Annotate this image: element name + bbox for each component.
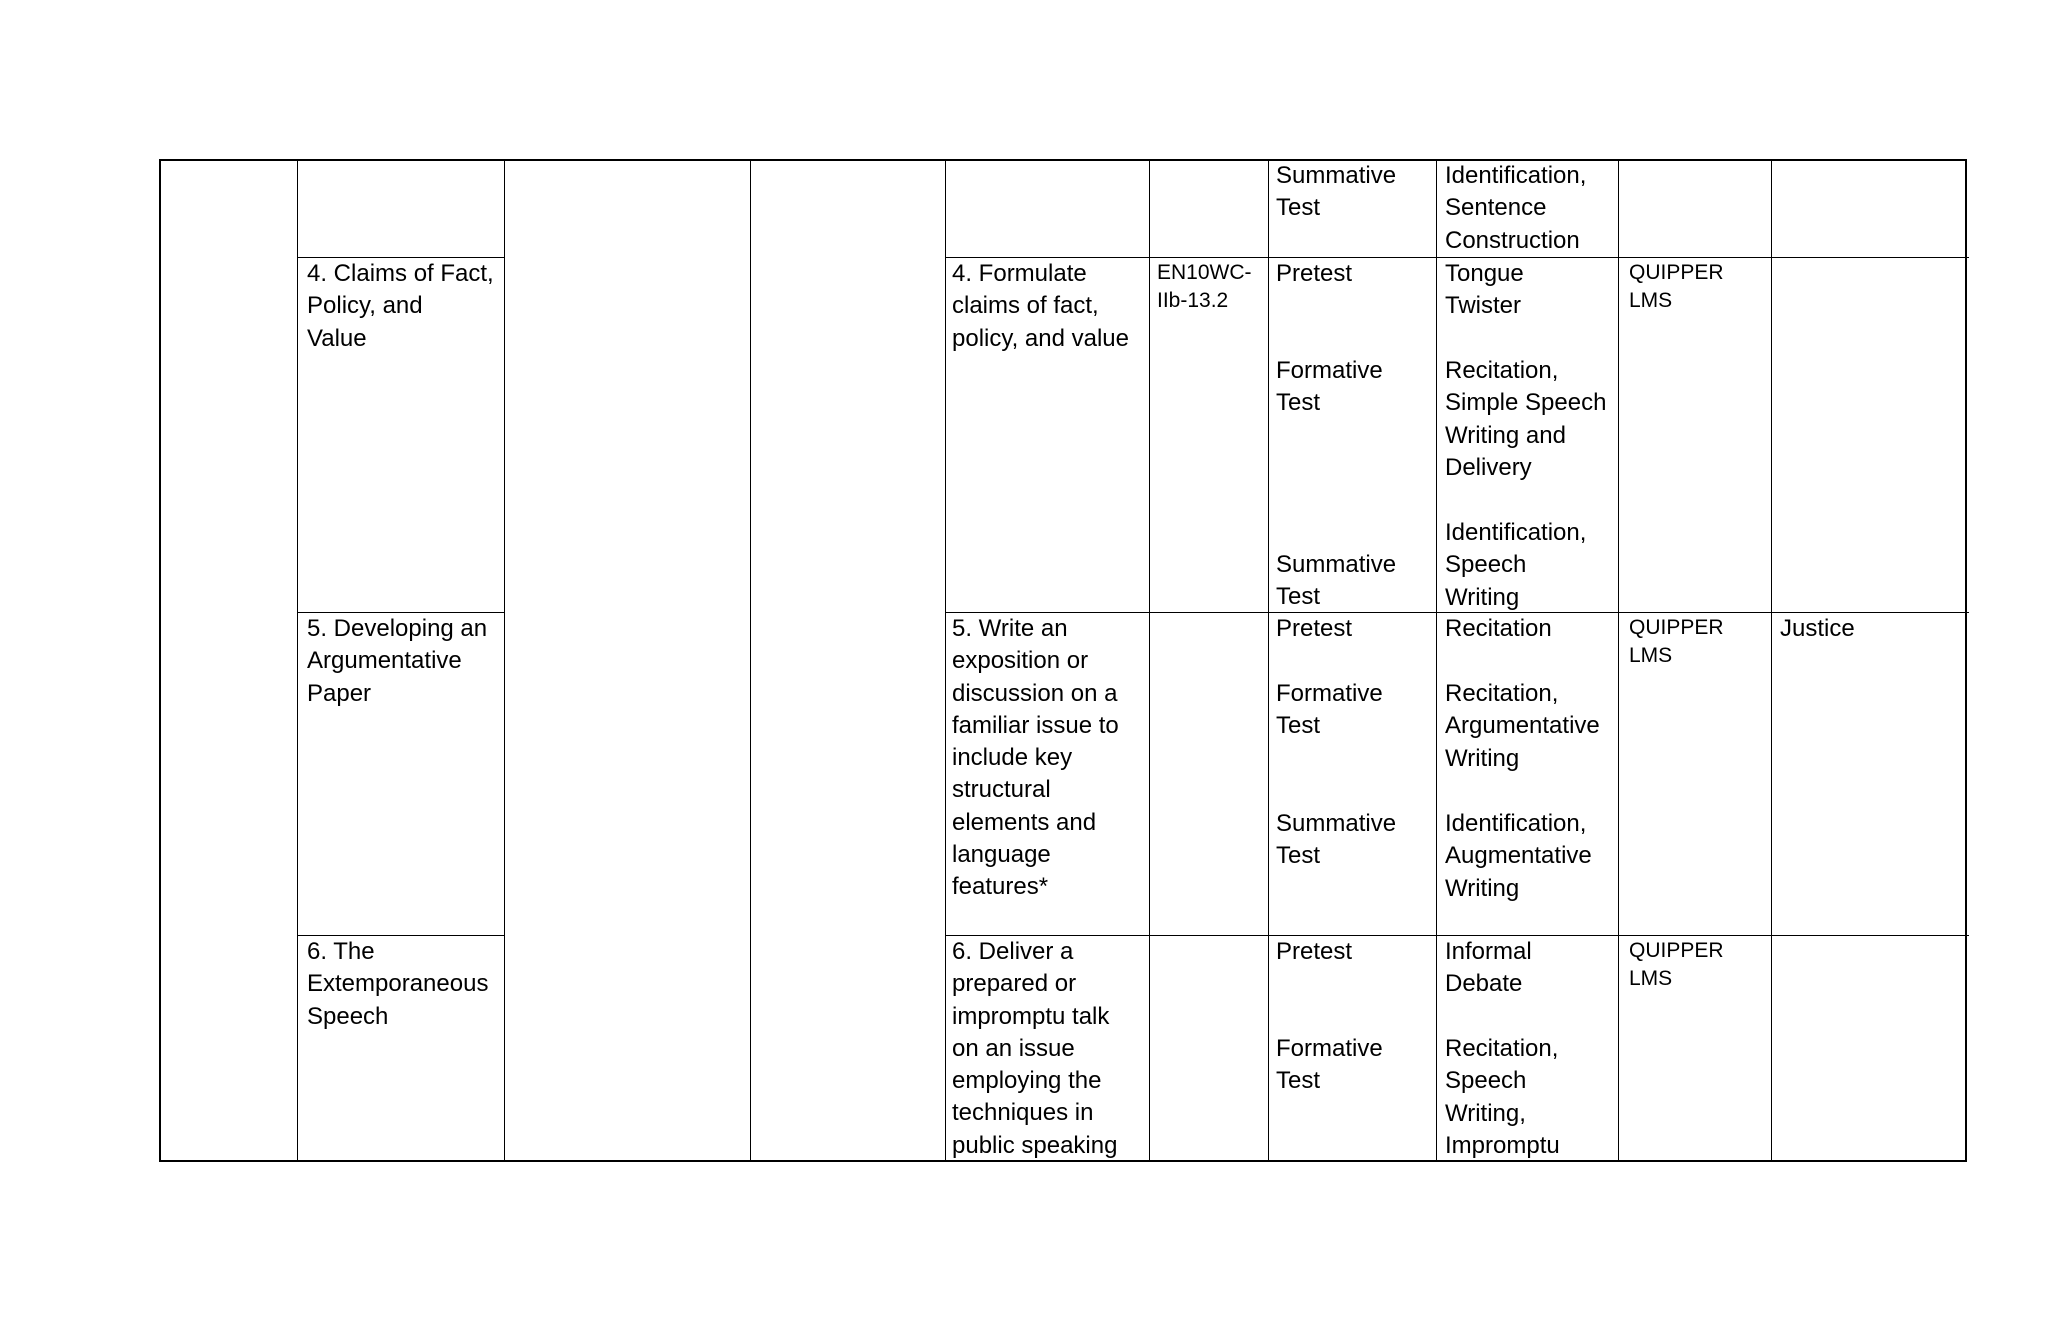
- topic-cell: 6. The Extemporaneous Speech: [307, 938, 489, 1030]
- column-divider: [504, 161, 505, 1160]
- assessment-summative: Summative Test: [1276, 551, 1397, 611]
- activity-formative: Recitation, Simple Speech Writing and Delivery: [1445, 357, 1607, 481]
- assessment-pretest: Pretest: [1276, 615, 1353, 642]
- competency-cell: 5. Write an exposition or discussion on a familiar issue to include key structural elements and language features*: [952, 615, 1119, 901]
- activity-summative: Identification, Augmentative Writing: [1445, 810, 1592, 902]
- code-cell: EN10WC- IIb-13.2: [1157, 261, 1252, 312]
- assessment-formative: Formative Test: [1276, 357, 1383, 417]
- column-divider: [1436, 161, 1437, 1160]
- assessment-summative: Summative Test: [1276, 810, 1397, 870]
- topic-cell: 4. Claims of Fact, Policy, and Value: [307, 260, 494, 352]
- competency-cell: 4. Formulate claims of fact, policy, and value: [952, 260, 1129, 352]
- column-divider: [1618, 161, 1619, 1160]
- topic-cell: 5. Developing an Argumentative Paper: [307, 615, 488, 707]
- column-divider: [945, 161, 946, 1160]
- activity-pretest: Recitation: [1445, 615, 1552, 642]
- resource-cell: QUIPPER LMS: [1629, 939, 1724, 990]
- activity-pretest: Tongue Twister: [1445, 260, 1524, 320]
- activity-pretest: Informal Debate: [1445, 938, 1532, 998]
- value-cell: Justice: [1780, 615, 1855, 642]
- column-divider: [297, 161, 298, 1160]
- assessment-pretest: Pretest: [1276, 938, 1353, 965]
- resource-cell: QUIPPER LMS: [1629, 261, 1724, 312]
- column-divider: [1268, 161, 1269, 1160]
- column-divider: [1771, 161, 1772, 1160]
- activity-formative: Recitation, Argumentative Writing: [1445, 680, 1600, 772]
- activity-cell: Identification, Sentence Construction: [1445, 162, 1587, 254]
- activity-summative: Identification, Speech Writing: [1445, 519, 1587, 611]
- resource-cell: QUIPPER LMS: [1629, 616, 1724, 667]
- column-divider: [1149, 161, 1150, 1160]
- competency-cell: 6. Deliver a prepared or impromptu talk on an issue employing the techniques in public speaking: [952, 938, 1118, 1159]
- assessment-pretest: Pretest: [1276, 260, 1353, 287]
- assessment-formative: Formative Test: [1276, 680, 1383, 740]
- column-divider: [750, 161, 751, 1160]
- assessment-cell: Summative Test: [1276, 162, 1397, 222]
- activity-formative: Recitation, Speech Writing, Impromptu: [1445, 1035, 1560, 1159]
- assessment-formative: Formative Test: [1276, 1035, 1383, 1095]
